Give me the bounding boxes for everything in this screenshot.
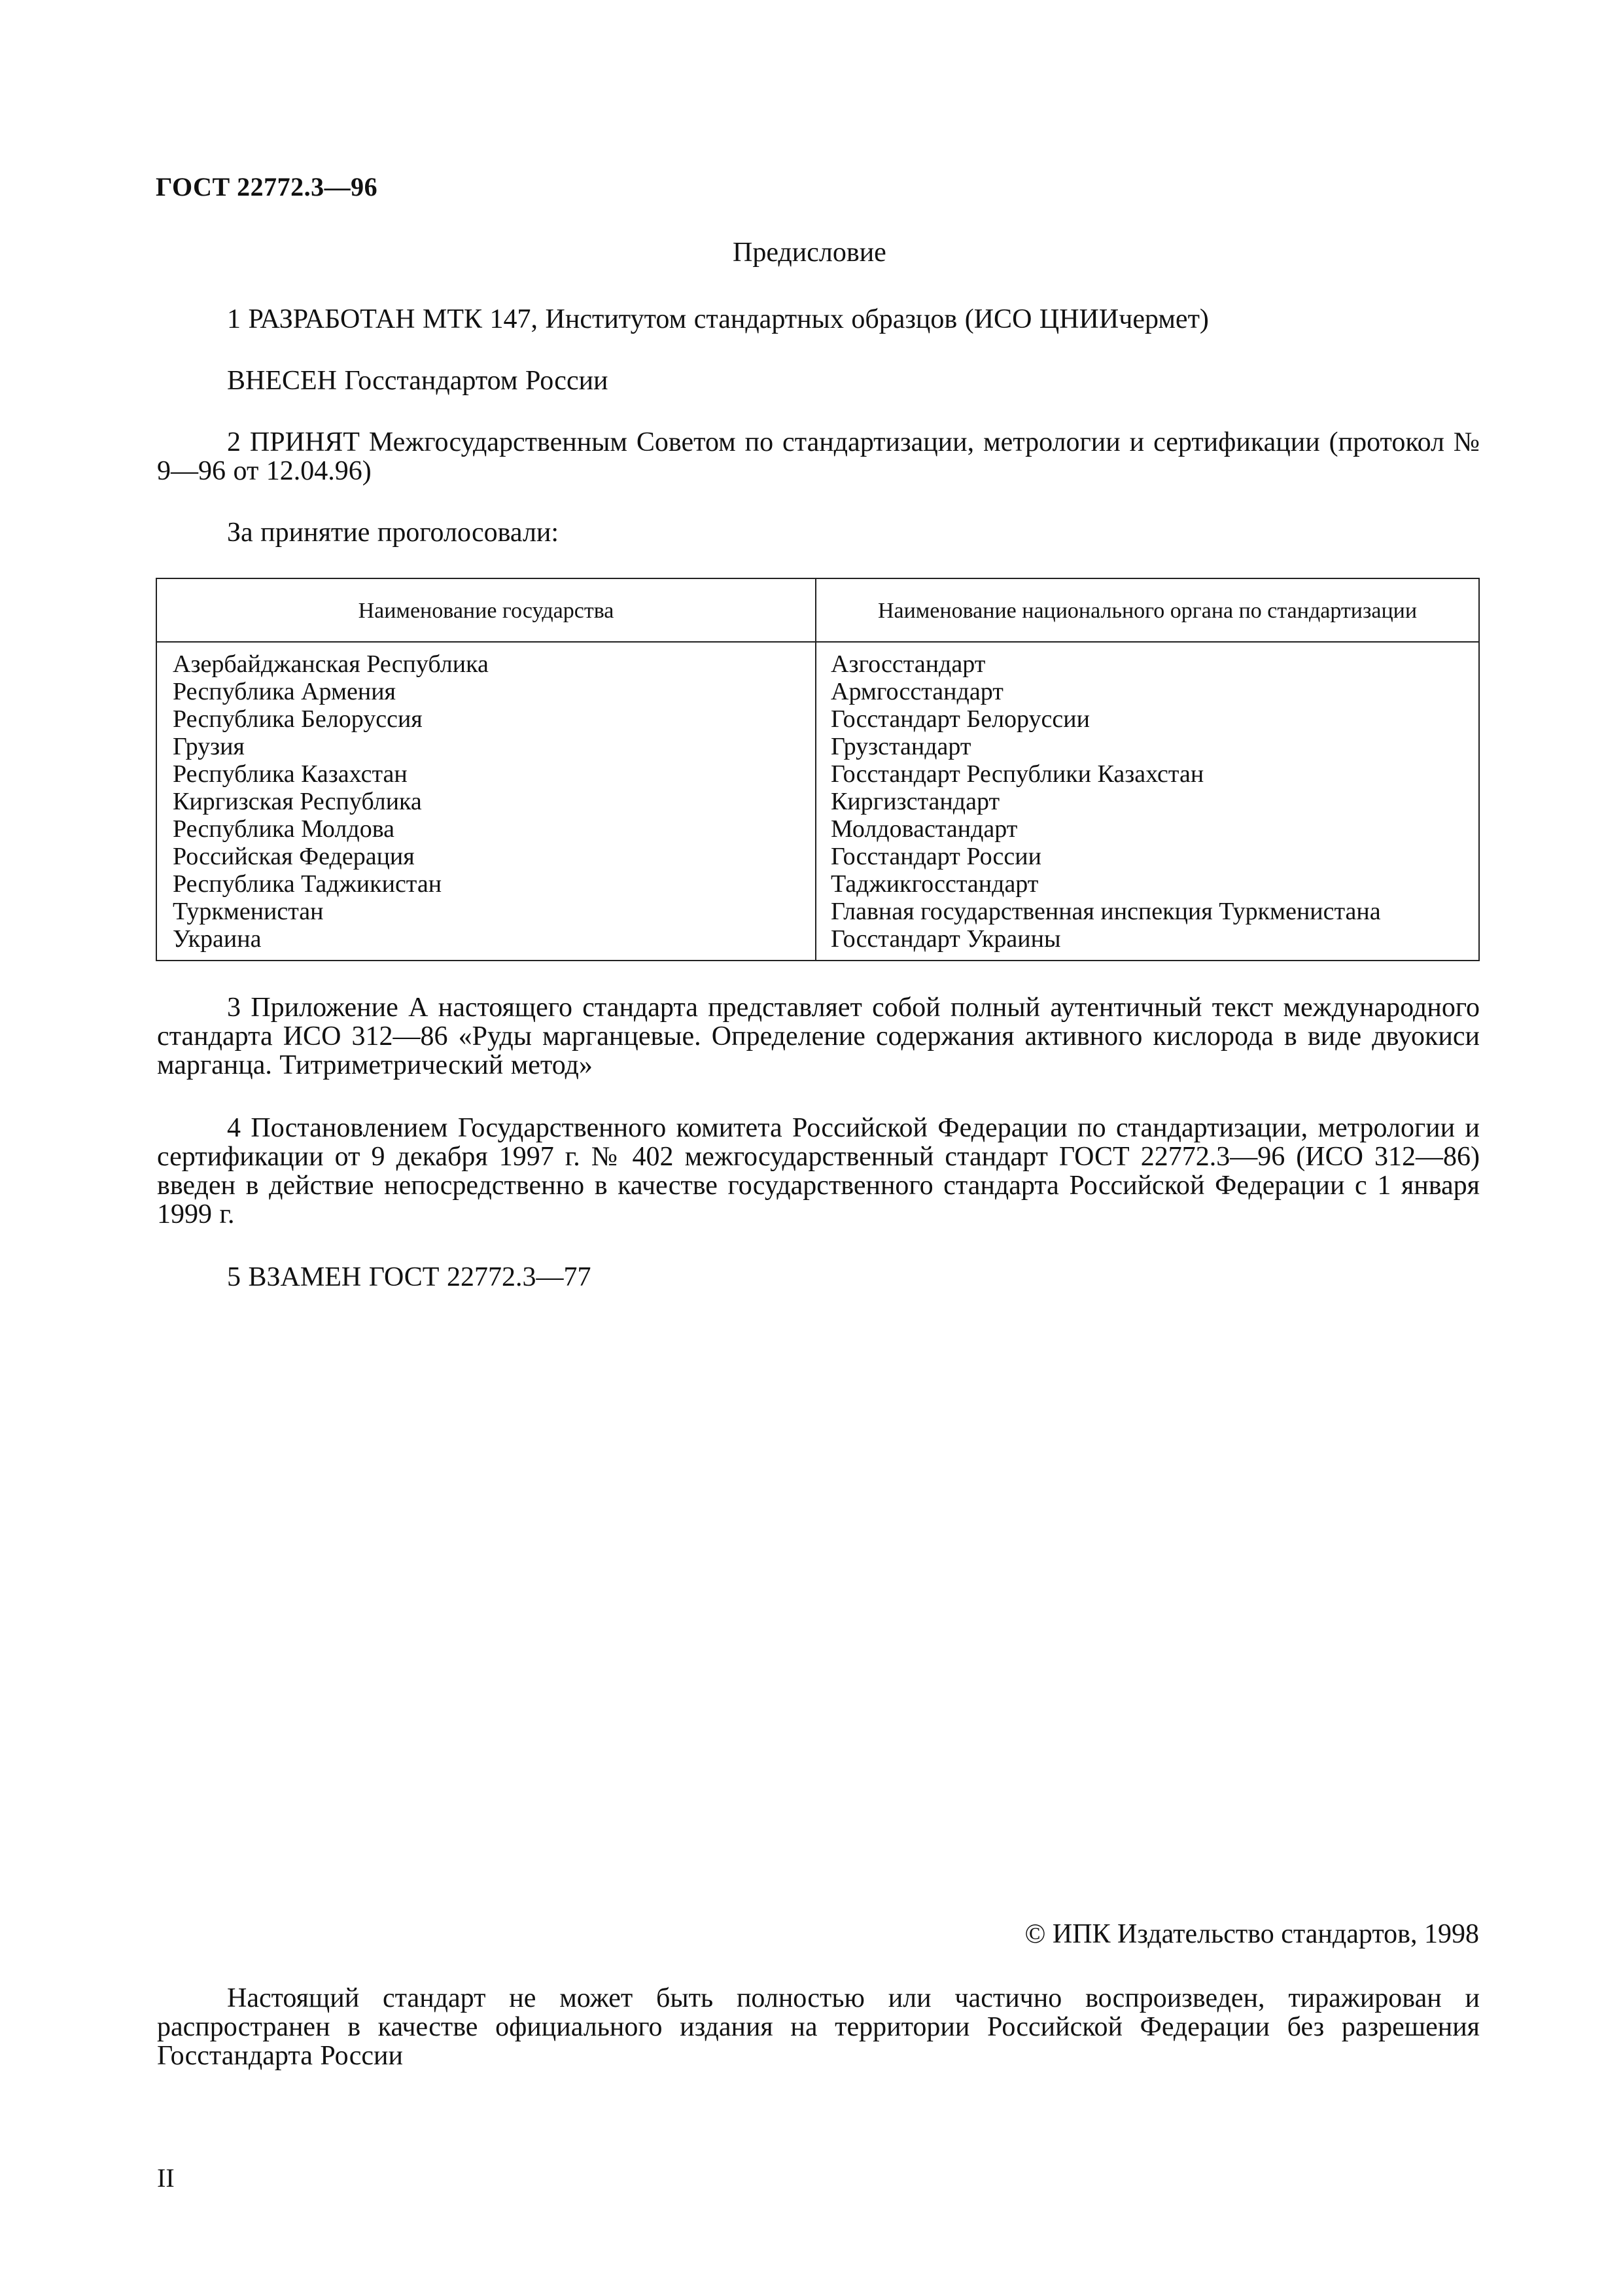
- table-header-state: Наименование государства: [358, 599, 614, 623]
- table-cell-state: Грузия: [173, 733, 245, 760]
- copyright-notice: © ИПК Издательство стандартов, 1998: [1024, 1919, 1479, 1949]
- table-cell-national-body: Госстандарт Белоруссии: [831, 705, 1090, 733]
- table-cell-national-body: Таджикгосстандарт: [831, 870, 1039, 898]
- paragraph-decree: 4 Постановлением Государственного комитета Российской Федерации по стандартизации, метрологии и сертификации от 9 декабря 1997 г. № 402 межгосударственный стандарт ГОСТ 22772.3—96 (ИСО 312—86) введен в действие непосредственно в качестве государственного стандарта Российской Федерации с 1 января 1999 г.: [157, 1113, 1480, 1229]
- reproduction-notice: Настоящий стандарт не может быть полностью или частично воспроизведен, тиражирован и распространен в качестве официального издания на территории Российской Федерации без разрешения Госстандарта России: [157, 1983, 1480, 2071]
- table-cell-national-body: Киргизстандарт: [831, 788, 1000, 815]
- table-cell-national-body: Главная государственная инспекция Туркменистана: [831, 898, 1381, 925]
- paragraph-adopted-by: 2 ПРИНЯТ Межгосударственным Советом по стандартизации, метрологии и сертификации (протокол № 9—96 от 12.04.96): [157, 427, 1480, 486]
- table-cell-state: Республика Таджикистан: [173, 870, 442, 898]
- table-cell-state: Киргизская Республика: [173, 788, 422, 815]
- paragraph-developed-by: 1 РАЗРАБОТАН МТК 147, Институтом стандартных образцов (ИСО ЦНИИчермет): [227, 304, 1209, 334]
- table-column-states: [173, 650, 489, 953]
- table-header-national-body: Наименование национального органа по стандартизации: [877, 599, 1418, 623]
- table-header-separator: [157, 641, 1478, 643]
- table-cell-state: Республика Молдова: [173, 815, 395, 843]
- page-number: II: [157, 2163, 175, 2193]
- table-cell-state: Российская Федерация: [173, 843, 415, 870]
- table-cell-state: Республика Казахстан: [173, 760, 408, 788]
- table-column-separator: [815, 579, 816, 960]
- table-cell-national-body: Грузстандарт: [831, 733, 971, 760]
- table-cell-national-body: Армгосстандарт: [831, 678, 1003, 705]
- voting-states-table: [156, 578, 1480, 961]
- table-cell-state: Украина: [173, 925, 262, 953]
- table-cell-state: Азербайджанская Республика: [173, 650, 489, 678]
- table-cell-national-body: Госстандарт России: [831, 843, 1041, 870]
- table-column-national-bodies: [831, 650, 1381, 953]
- paragraph-introduced-by: ВНЕСЕН Госстандартом России: [227, 366, 608, 396]
- section-title: Предисловие: [733, 238, 886, 268]
- table-cell-state: Республика Белоруссия: [173, 705, 423, 733]
- table-cell-national-body: Госстандарт Республики Казахстан: [831, 760, 1204, 788]
- document-code: ГОСТ 22772.3—96: [156, 172, 378, 202]
- table-cell-national-body: Госстандарт Украины: [831, 925, 1061, 953]
- table-cell-national-body: Азгосстандарт: [831, 650, 986, 678]
- table-cell-state: Туркменистан: [173, 898, 324, 925]
- paragraph-annex-a: 3 Приложение А настоящего стандарта представляет собой полный аутентичный текст международного стандарта ИСО 312—86 «Руды марганцевые. Определение содержания активного кислорода в виде двуокиси марганца. Титриметрический метод»: [157, 993, 1480, 1080]
- table-cell-national-body: Молдовастандарт: [831, 815, 1018, 843]
- paragraph-replaces: 5 ВЗАМЕН ГОСТ 22772.3—77: [227, 1262, 591, 1292]
- table-cell-state: Республика Армения: [173, 678, 396, 705]
- paragraph-voted-for: За принятие проголосовали:: [227, 518, 559, 548]
